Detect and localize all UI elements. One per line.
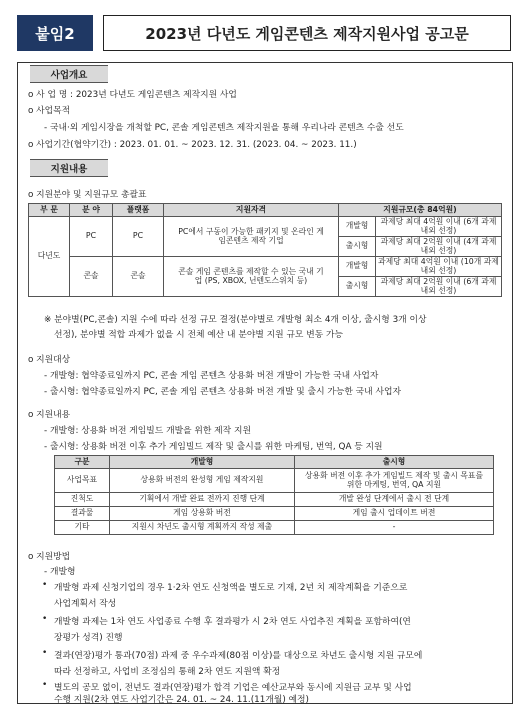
console-rel-scale: 과제당 최대 2억원 이내 (6개 과제 내외 선정): [376, 277, 502, 297]
method-item-1b: 사업계획서 작성: [54, 599, 117, 609]
table-cell: 지원시 차년도 출시형 계획까지 작성 제출: [110, 521, 295, 535]
pc-dev-type: 개발형: [339, 217, 376, 237]
pc-rel-type: 출시형: [339, 237, 376, 257]
pc-dev-scale: 과제당 최대 4억원 이내 (6개 과제 내외 선정): [376, 217, 502, 237]
method-item-4a: 별도의 공모 없이, 전년도 결과(연장)평가 합격 기업은 예산교부와 동시에 지원금 교부 및 사업: [54, 683, 412, 693]
table-cell: 개발 완성 단계에서 출시 전 단계: [295, 493, 494, 507]
table-cell: 게임 상용화 버전: [110, 507, 295, 521]
console-rel-type: 출시형: [339, 277, 376, 297]
comparison-table: [54, 455, 494, 535]
method-sub: - 개발형: [44, 567, 76, 577]
purpose-heading: o 사업목적: [28, 106, 71, 116]
console-dev-scale: 과제당 최대 4억원 이내 (10개 과제 내외 선정): [376, 257, 502, 277]
table-cell: 기획에서 개발 완료 전까지 진행 단계: [110, 493, 295, 507]
compare-header-rel: 출시형: [295, 456, 494, 469]
scale-note-2: 선정), 분야별 적합 과제가 없을 시 전체 예산 내 분야별 지원 규모 변동 가능: [54, 330, 344, 340]
table-cell: 상용화 버전의 완성형 게임 제작지원: [110, 469, 295, 493]
bullet-icon: •: [42, 648, 48, 658]
attachment-badge: 붙임2: [17, 15, 93, 51]
document-title: 2023년 다년도 게임콘텐츠 제작지원사업 공고문: [103, 15, 511, 51]
table-row-label: 진척도: [55, 493, 110, 507]
details-rel: - 출시형: 상용화 버전 이후 추가 게임빌드 제작 및 출시를 위한 마케팅, 번역, QA 등 지원: [44, 442, 383, 452]
pc-platform: PC: [113, 217, 164, 257]
console-platform: 콘솔: [113, 257, 164, 297]
header-field: 분 야: [70, 204, 113, 217]
table-row-label: 기타: [55, 521, 110, 535]
console-qualification: 콘솔 게임 콘텐츠를 제작할 수 있는 국내 기업 (PS, XBOX, 닌텐도스위치 등): [164, 257, 339, 297]
header-sector: 부 문: [29, 204, 70, 217]
table-row-label: 사업목표: [55, 469, 110, 493]
bullet-icon: •: [42, 580, 48, 590]
bullet-icon: •: [42, 680, 48, 690]
scale-note-1: ※ 분야별(PC,콘솔) 지원 수에 따라 선정 규모 결정(분야별로 개발형 최소 4개 이상, 출시형 3개 이상: [44, 315, 427, 325]
pc-rel-scale: 과제당 최대 2억원 이내 (4개 과제 내외 선정): [376, 237, 502, 257]
pc-field: PC: [70, 217, 113, 257]
page-header: [17, 15, 511, 51]
details-heading: o 지원내용: [28, 410, 71, 420]
header-qualification: 지원자격: [164, 204, 339, 217]
project-period: o 사업기간(협약기간) : 2023. 01. 01. ~ 2023. 12. 31. (2023. 04. ~ 2023. 11.): [28, 140, 357, 150]
method-item-1a: 개발형 과제 신청기업의 경우 1·2차 연도 신청액을 별도로 기재, 2년 치 제작계획을 기준으로: [54, 583, 408, 593]
pc-qualification: PC에서 구동이 가능한 패키지 및 온라인 게임콘텐츠 제작 기업: [164, 217, 339, 257]
console-field: 콘솔: [70, 257, 113, 297]
details-dev: - 개발형: 상용화 버전 게임빌드 개발을 위한 제작 지원: [44, 426, 251, 436]
project-name: o 사 업 명 : 2023년 다년도 게임콘텐츠 제작지원 사업: [28, 90, 237, 100]
target-rel: - 출시형: 협약종료일까지 PC, 콘솔 게임 콘텐츠 상용화 버전 개발 및 출시 가능한 국내 사업자: [44, 387, 401, 397]
method-item-2b: 장평가 성격) 진행: [54, 633, 123, 643]
target-heading: o 지원대상: [28, 355, 71, 365]
method-item-4b: 수행 지원(2차 연도 사업기간은 24. 01. ~ 24. 11.(11개월) 예정): [54, 695, 309, 705]
method-heading: o 지원방법: [28, 552, 71, 562]
method-item-3b: 따라 선정하고, 사업비 조정심의 통해 2차 연도 지원액 확정: [54, 667, 281, 677]
bullet-icon: •: [42, 614, 48, 624]
console-dev-type: 개발형: [339, 257, 376, 277]
section-overview-label: 사업개요: [30, 65, 108, 83]
sector-cell: 다년도: [29, 217, 70, 297]
table-cell: -: [295, 521, 494, 535]
purpose-text: - 국내·외 게임시장을 개척할 PC, 콘솔 게임콘텐츠 제작지원을 통해 우리나라 콘텐츠 수출 선도: [44, 123, 404, 133]
method-item-2a: 개발형 과제는 1차 연도 사업종료 수행 후 결과평가 시 2차 연도 사업추진 계획을 포함하여(연: [54, 617, 411, 627]
target-dev: - 개발형: 협약종료일까지 PC, 콘솔 게임 콘텐츠 상용화 버전 개발이 가능한 국내 사업자: [44, 371, 379, 381]
table-row-label: 결과물: [55, 507, 110, 521]
section-content-label: 지원내용: [30, 159, 108, 177]
table-cell: 상용화 버전 이후 추가 게임빌드 제작 및 출시 목표를 위한 마케팅, 번역, QA 지원: [295, 469, 494, 493]
header-platform: 플랫폼: [113, 204, 164, 217]
method-item-3a: 결과(연장)평가 통과(70점) 과제 중 우수과제(80점 이상)를 대상으로 차년도 출시형 지원 규모에: [54, 651, 423, 661]
compare-header-type: 구분: [55, 456, 110, 469]
document-body: [17, 62, 513, 704]
compare-header-dev: 개발형: [110, 456, 295, 469]
table-cell: 게임 출시 업데이트 버전: [295, 507, 494, 521]
support-summary-table: [28, 203, 502, 297]
support-summary-heading: o 지원분야 및 지원규모 총괄표: [28, 190, 147, 200]
header-scale: 지원규모(총 84억원): [339, 204, 502, 217]
